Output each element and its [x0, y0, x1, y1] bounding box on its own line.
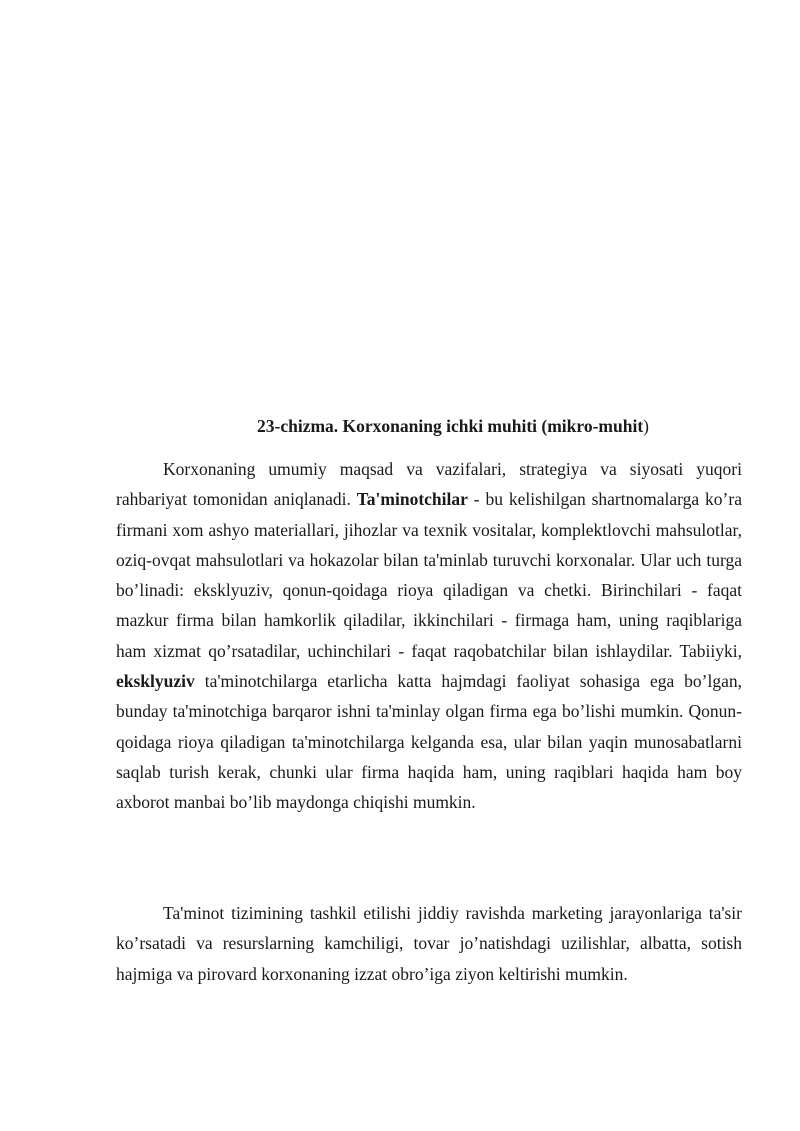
figure-caption-title: 23-chizma. Korxonaning ichki muhiti (mikro-muhit — [257, 416, 644, 436]
figure-caption — [0, 413, 800, 439]
paragraph-1 — [116, 454, 742, 818]
figure-caption-closing: ) — [643, 416, 649, 436]
paragraph-2 — [116, 898, 742, 989]
paragraph-2-text: Ta'minot tizimining tashkil etilishi jiddiy ravishda marketing jarayonlariga ta'sir ko’rsatadi va resurslarning kamchiligi, tovar jo’natishdagi uzilishlar, albatta, sotish hajmiga va pirovard korxonaning izzat obro’iga ziyon keltirishi mumkin. — [116, 903, 742, 984]
paragraph-1-text-1: Korxonaning umumiy maqsad va vazifalari, strategiya va siyosati yuqori rahbariyat tomonidan aniqlanadi. — [116, 459, 742, 510]
term-taminotchilar: Ta'minotchilar — [356, 489, 468, 510]
paragraph-1-text-2: - bu kelishilgan shartnomalarga ko’ra firmani xom ashyo materiallari, jihozlar va texnik vositalar, komplektlovchi mahsulotlar, oziq-ovqat mahsulotlari va hokazolar bilan ta'minlab turuvchi korxonalar. Ular uch turga bo’linadi: eksklyuziv, qonun-qoidaga rioya qiladigan va chetki. Birinchilari - faqat mazkur firma bilan hamkorlik qiladilar, ikkinchilari - firmaga ham, uning raqiblariga ham xizmat qo’rsatadilar, uchinchilari - faqat raqobatchilar bilan ishlaydilar. Tabiiyki, — [116, 489, 742, 661]
term-eksklyuziv: eksklyuziv — [116, 671, 195, 692]
paragraph-1-text-3: ta'minotchilarga etarlicha katta hajmdagi faoliyat sohasiga ega bo’lgan, bunday ta'minotchiga barqaror ishni ta'minlay olgan firma ega bo’lishi mumkin. Qonun-qoidaga rioya qiladigan ta'minotchilarga kelganda esa, ular bilan yaqin munosabatlarni saqlab turish kerak, chunki ular firma haqida ham, uning raqiblari haqida ham boy axborot manbai bo’lib maydonga chiqishi mumkin. — [116, 671, 742, 813]
